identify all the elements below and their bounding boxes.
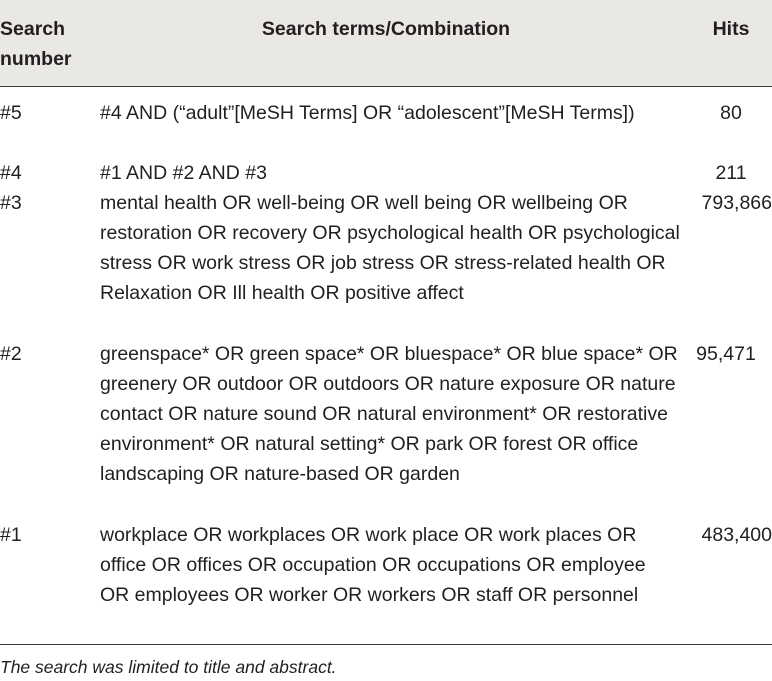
row-hits: 80 (720, 102, 742, 124)
row-search-number: #4 (0, 162, 22, 184)
row-search-number: #5 (0, 102, 22, 124)
row-search-number: #2 (0, 343, 22, 365)
row-hits: 483,400 (701, 524, 772, 546)
row-search-terms: mental health OR well-being OR well being OR wellbeing OR restoration OR recovery OR psychological health OR psychological stress OR work stress OR job stress OR stress-related health OR Relaxation OR Ill health OR positive affect (100, 192, 680, 304)
row-hits: 95,471 (696, 343, 756, 365)
row-hits: 211 (715, 162, 747, 184)
table-bottom-rule (0, 644, 772, 645)
table-footnote: The search was limited to title and abstract. (0, 657, 337, 677)
row-hits: 793,866 (701, 192, 772, 214)
row-search-terms: workplace OR workplaces OR work place OR work places OR office OR offices OR occupation OR occupations OR employee OR employees OR worker OR workers OR staff OR personnel (100, 524, 646, 606)
row-search-number: #1 (0, 524, 22, 546)
row-search-terms: #4 AND (“adult”[MeSH Terms] OR “adolescent”[MeSH Terms]) (100, 102, 635, 124)
header-search-number: Search number (0, 18, 72, 70)
table-header (0, 0, 772, 86)
row-search-terms: #1 AND #2 AND #3 (100, 162, 267, 184)
header-divider (0, 86, 772, 87)
header-search-terms: Search terms/Combination (261, 18, 511, 40)
row-search-number: #3 (0, 192, 22, 214)
row-search-terms: greenspace* OR green space* OR bluespace* OR blue space* OR greenery OR outdoor OR outdoors OR nature exposure OR nature contact OR nature sound OR natural environment* OR restorative environment* OR natural setting* OR park OR forest OR office landscaping OR nature-based OR garden (100, 343, 678, 485)
header-hits: Hits (712, 18, 750, 40)
